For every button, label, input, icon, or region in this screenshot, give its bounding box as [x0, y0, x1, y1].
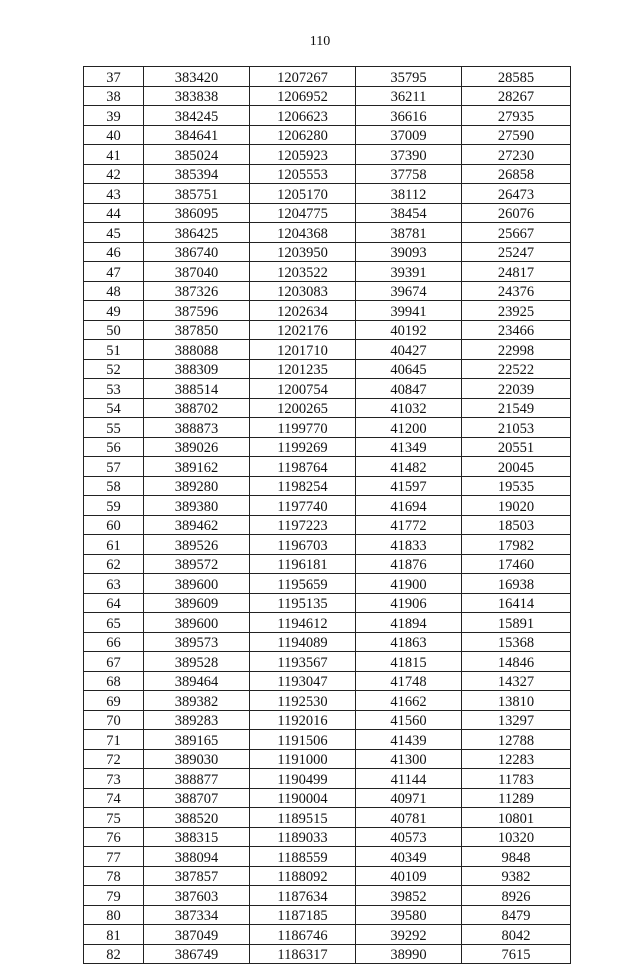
table-cell: 389600 [144, 613, 250, 633]
table-cell: 54 [84, 398, 144, 418]
table-cell: 1207267 [250, 67, 356, 87]
table-cell: 20551 [462, 437, 571, 457]
table-cell: 389026 [144, 437, 250, 457]
table-row [84, 652, 571, 672]
table-cell: 385024 [144, 145, 250, 165]
table-cell: 81 [84, 925, 144, 945]
table-cell: 26858 [462, 164, 571, 184]
table-row [84, 203, 571, 223]
table-cell: 9382 [462, 866, 571, 886]
table-cell: 68 [84, 671, 144, 691]
table-cell: 27935 [462, 106, 571, 126]
table-cell: 7615 [462, 944, 571, 964]
table-cell: 387857 [144, 866, 250, 886]
table-cell: 17460 [462, 554, 571, 574]
table-cell: 389600 [144, 574, 250, 594]
table-cell: 35795 [356, 67, 462, 87]
table-cell: 389280 [144, 476, 250, 496]
table-cell: 22039 [462, 379, 571, 399]
table-cell: 48 [84, 281, 144, 301]
table-cell: 41439 [356, 730, 462, 750]
table-cell: 39852 [356, 886, 462, 906]
table-row [84, 301, 571, 321]
table-cell: 41144 [356, 769, 462, 789]
table-cell: 1200265 [250, 398, 356, 418]
table-cell: 1203522 [250, 262, 356, 282]
table-cell: 24376 [462, 281, 571, 301]
table-cell: 389382 [144, 691, 250, 711]
table-cell: 24817 [462, 262, 571, 282]
table-cell: 1188092 [250, 866, 356, 886]
table-cell: 23925 [462, 301, 571, 321]
table-cell: 9848 [462, 847, 571, 867]
table-cell: 18503 [462, 515, 571, 535]
table-cell: 64 [84, 593, 144, 613]
table-row [84, 749, 571, 769]
table-row [84, 593, 571, 613]
table-cell: 41863 [356, 632, 462, 652]
table-cell: 28585 [462, 67, 571, 87]
table-cell: 1195135 [250, 593, 356, 613]
table-cell: 1204775 [250, 203, 356, 223]
table-cell: 11289 [462, 788, 571, 808]
table-row [84, 281, 571, 301]
table-row [84, 67, 571, 87]
table-cell: 1189033 [250, 827, 356, 847]
table-cell: 389283 [144, 710, 250, 730]
table-cell: 1194612 [250, 613, 356, 633]
table-cell: 40192 [356, 320, 462, 340]
table-row [84, 788, 571, 808]
table-cell: 385751 [144, 184, 250, 204]
table-cell: 57 [84, 457, 144, 477]
table-cell: 77 [84, 847, 144, 867]
table-cell: 40349 [356, 847, 462, 867]
table-cell: 40847 [356, 379, 462, 399]
table-cell: 49 [84, 301, 144, 321]
table-cell: 26076 [462, 203, 571, 223]
table-cell: 52 [84, 359, 144, 379]
table-row [84, 476, 571, 496]
table-cell: 41694 [356, 496, 462, 516]
table-cell: 39580 [356, 905, 462, 925]
table-cell: 13810 [462, 691, 571, 711]
table-row [84, 86, 571, 106]
table-cell: 39292 [356, 925, 462, 945]
table-cell: 386749 [144, 944, 250, 964]
table-cell: 59 [84, 496, 144, 516]
table-cell: 388702 [144, 398, 250, 418]
table-row [84, 223, 571, 243]
table-cell: 38 [84, 86, 144, 106]
table-cell: 1192530 [250, 691, 356, 711]
table-cell: 39093 [356, 242, 462, 262]
table-cell: 386095 [144, 203, 250, 223]
table-cell: 1199770 [250, 418, 356, 438]
table-cell: 1186317 [250, 944, 356, 964]
table-cell: 1186746 [250, 925, 356, 945]
table-row [84, 730, 571, 750]
table-cell: 8926 [462, 886, 571, 906]
table-cell: 78 [84, 866, 144, 886]
table-cell: 16414 [462, 593, 571, 613]
table-cell: 58 [84, 476, 144, 496]
table-cell: 1201235 [250, 359, 356, 379]
table-cell: 389165 [144, 730, 250, 750]
table-cell: 16938 [462, 574, 571, 594]
table-row [84, 125, 571, 145]
table-cell: 388707 [144, 788, 250, 808]
table-cell: 41906 [356, 593, 462, 613]
table-cell: 387049 [144, 925, 250, 945]
table-row [84, 866, 571, 886]
table-cell: 10320 [462, 827, 571, 847]
table-row [84, 632, 571, 652]
table-cell: 1196703 [250, 535, 356, 555]
table-cell: 10801 [462, 808, 571, 828]
table-cell: 42 [84, 164, 144, 184]
table-cell: 41833 [356, 535, 462, 555]
table-cell: 389528 [144, 652, 250, 672]
table-cell: 60 [84, 515, 144, 535]
table-cell: 14846 [462, 652, 571, 672]
table-cell: 55 [84, 418, 144, 438]
table-row [84, 691, 571, 711]
table-cell: 388088 [144, 340, 250, 360]
table-cell: 384245 [144, 106, 250, 126]
table-row [84, 242, 571, 262]
table-cell: 15368 [462, 632, 571, 652]
table-cell: 19020 [462, 496, 571, 516]
table-cell: 19535 [462, 476, 571, 496]
table-cell: 1206280 [250, 125, 356, 145]
table-cell: 41200 [356, 418, 462, 438]
table-cell: 1193567 [250, 652, 356, 672]
table-cell: 44 [84, 203, 144, 223]
table-row [84, 496, 571, 516]
table-row [84, 262, 571, 282]
table-cell: 40781 [356, 808, 462, 828]
table-cell: 22998 [462, 340, 571, 360]
table-cell: 388514 [144, 379, 250, 399]
table-cell: 37758 [356, 164, 462, 184]
table-cell: 39 [84, 106, 144, 126]
table-cell: 383838 [144, 86, 250, 106]
table-cell: 1205923 [250, 145, 356, 165]
table-cell: 389609 [144, 593, 250, 613]
table-cell: 27590 [462, 125, 571, 145]
table-row [84, 379, 571, 399]
table-cell: 40 [84, 125, 144, 145]
table-row [84, 164, 571, 184]
table-cell: 8042 [462, 925, 571, 945]
table-cell: 41349 [356, 437, 462, 457]
table-cell: 41748 [356, 671, 462, 691]
table-cell: 1190499 [250, 769, 356, 789]
table-cell: 41597 [356, 476, 462, 496]
table-cell: 388094 [144, 847, 250, 867]
table-cell: 20045 [462, 457, 571, 477]
table-cell: 1202634 [250, 301, 356, 321]
table-cell: 38781 [356, 223, 462, 243]
table-cell: 39391 [356, 262, 462, 282]
table-cell: 1187634 [250, 886, 356, 906]
table-cell: 28267 [462, 86, 571, 106]
table-row [84, 106, 571, 126]
table-cell: 27230 [462, 145, 571, 165]
table-cell: 41815 [356, 652, 462, 672]
table-cell: 41876 [356, 554, 462, 574]
table-cell: 41300 [356, 749, 462, 769]
table-cell: 1199269 [250, 437, 356, 457]
table-cell: 63 [84, 574, 144, 594]
table-cell: 74 [84, 788, 144, 808]
table-cell: 79 [84, 886, 144, 906]
table-cell: 39674 [356, 281, 462, 301]
table-row [84, 671, 571, 691]
table-cell: 388520 [144, 808, 250, 828]
table-cell: 41 [84, 145, 144, 165]
table-row [84, 145, 571, 165]
table-cell: 37390 [356, 145, 462, 165]
table-cell: 40427 [356, 340, 462, 360]
table-cell: 43 [84, 184, 144, 204]
table-cell: 12283 [462, 749, 571, 769]
table-cell: 25667 [462, 223, 571, 243]
data-table [83, 66, 571, 964]
table-cell: 1196181 [250, 554, 356, 574]
table-row [84, 535, 571, 555]
table-row [84, 554, 571, 574]
table-row [84, 847, 571, 867]
table-cell: 1206623 [250, 106, 356, 126]
table-cell: 1195659 [250, 574, 356, 594]
table-cell: 71 [84, 730, 144, 750]
table-cell: 40109 [356, 866, 462, 886]
table-row [84, 184, 571, 204]
table-row [84, 613, 571, 633]
table-cell: 62 [84, 554, 144, 574]
table-cell: 66 [84, 632, 144, 652]
table-cell: 389572 [144, 554, 250, 574]
table-cell: 1203950 [250, 242, 356, 262]
table-cell: 1202176 [250, 320, 356, 340]
table-cell: 72 [84, 749, 144, 769]
table-row [84, 574, 571, 594]
table-cell: 45 [84, 223, 144, 243]
table-cell: 1206952 [250, 86, 356, 106]
table-cell: 11783 [462, 769, 571, 789]
table-cell: 1198254 [250, 476, 356, 496]
table-cell: 21549 [462, 398, 571, 418]
table-cell: 38990 [356, 944, 462, 964]
table-cell: 1205553 [250, 164, 356, 184]
table-cell: 387596 [144, 301, 250, 321]
table-cell: 387603 [144, 886, 250, 906]
table-cell: 38454 [356, 203, 462, 223]
table-cell: 1197740 [250, 496, 356, 516]
table-body [84, 67, 571, 964]
table-cell: 56 [84, 437, 144, 457]
table-cell: 50 [84, 320, 144, 340]
table-cell: 25247 [462, 242, 571, 262]
table-cell: 17982 [462, 535, 571, 555]
table-cell: 41560 [356, 710, 462, 730]
table-cell: 47 [84, 262, 144, 282]
table-cell: 75 [84, 808, 144, 828]
table-cell: 67 [84, 652, 144, 672]
table-cell: 39941 [356, 301, 462, 321]
table-cell: 26473 [462, 184, 571, 204]
table-cell: 1192016 [250, 710, 356, 730]
table-cell: 387326 [144, 281, 250, 301]
table-cell: 388873 [144, 418, 250, 438]
table-cell: 23466 [462, 320, 571, 340]
table-row [84, 944, 571, 964]
table-row [84, 340, 571, 360]
table-cell: 40645 [356, 359, 462, 379]
table-cell: 61 [84, 535, 144, 555]
table-cell: 389526 [144, 535, 250, 555]
table-cell: 40971 [356, 788, 462, 808]
table-cell: 387334 [144, 905, 250, 925]
table-cell: 1200754 [250, 379, 356, 399]
table-row [84, 418, 571, 438]
table-row [84, 710, 571, 730]
table-cell: 389162 [144, 457, 250, 477]
table-cell: 80 [84, 905, 144, 925]
table-row [84, 886, 571, 906]
table-cell: 383420 [144, 67, 250, 87]
table-cell: 1197223 [250, 515, 356, 535]
table-row [84, 398, 571, 418]
table-cell: 70 [84, 710, 144, 730]
table-cell: 1187185 [250, 905, 356, 925]
table-cell: 386425 [144, 223, 250, 243]
table-cell: 21053 [462, 418, 571, 438]
table-row [84, 359, 571, 379]
table-cell: 41772 [356, 515, 462, 535]
table-cell: 1188559 [250, 847, 356, 867]
table-cell: 1189515 [250, 808, 356, 828]
table-cell: 41662 [356, 691, 462, 711]
table-cell: 388309 [144, 359, 250, 379]
table-cell: 15891 [462, 613, 571, 633]
table-cell: 14327 [462, 671, 571, 691]
page-number: 110 [309, 34, 331, 49]
table-cell: 386740 [144, 242, 250, 262]
table-cell: 40573 [356, 827, 462, 847]
table-cell: 384641 [144, 125, 250, 145]
table-cell: 46 [84, 242, 144, 262]
table-cell: 73 [84, 769, 144, 789]
table-cell: 37 [84, 67, 144, 87]
table-cell: 38112 [356, 184, 462, 204]
table-cell: 1205170 [250, 184, 356, 204]
table-cell: 385394 [144, 164, 250, 184]
table-cell: 388315 [144, 827, 250, 847]
table-row [84, 320, 571, 340]
table-cell: 41900 [356, 574, 462, 594]
table-row [84, 905, 571, 925]
table-cell: 1191506 [250, 730, 356, 750]
table-row [84, 437, 571, 457]
table-cell: 76 [84, 827, 144, 847]
table-cell: 41032 [356, 398, 462, 418]
table-cell: 389462 [144, 515, 250, 535]
table-cell: 1203083 [250, 281, 356, 301]
table-cell: 389030 [144, 749, 250, 769]
table-cell: 12788 [462, 730, 571, 750]
table-cell: 41894 [356, 613, 462, 633]
table-cell: 389380 [144, 496, 250, 516]
table-cell: 82 [84, 944, 144, 964]
table-row [84, 925, 571, 945]
table-cell: 53 [84, 379, 144, 399]
table-cell: 1193047 [250, 671, 356, 691]
table-cell: 1201710 [250, 340, 356, 360]
table-cell: 388877 [144, 769, 250, 789]
table-cell: 37009 [356, 125, 462, 145]
table-cell: 36211 [356, 86, 462, 106]
table-row [84, 827, 571, 847]
table-cell: 1190004 [250, 788, 356, 808]
table-cell: 69 [84, 691, 144, 711]
table-cell: 8479 [462, 905, 571, 925]
table-cell: 1198764 [250, 457, 356, 477]
table-cell: 65 [84, 613, 144, 633]
table-row [84, 808, 571, 828]
table-cell: 387850 [144, 320, 250, 340]
table-cell: 1194089 [250, 632, 356, 652]
table-cell: 51 [84, 340, 144, 360]
table-cell: 41482 [356, 457, 462, 477]
table-cell: 1204368 [250, 223, 356, 243]
table-cell: 389573 [144, 632, 250, 652]
table-cell: 22522 [462, 359, 571, 379]
table-cell: 389464 [144, 671, 250, 691]
table-cell: 36616 [356, 106, 462, 126]
table-cell: 387040 [144, 262, 250, 282]
table-row [84, 515, 571, 535]
table-cell: 1191000 [250, 749, 356, 769]
table-row [84, 457, 571, 477]
table-cell: 13297 [462, 710, 571, 730]
table-row [84, 769, 571, 789]
